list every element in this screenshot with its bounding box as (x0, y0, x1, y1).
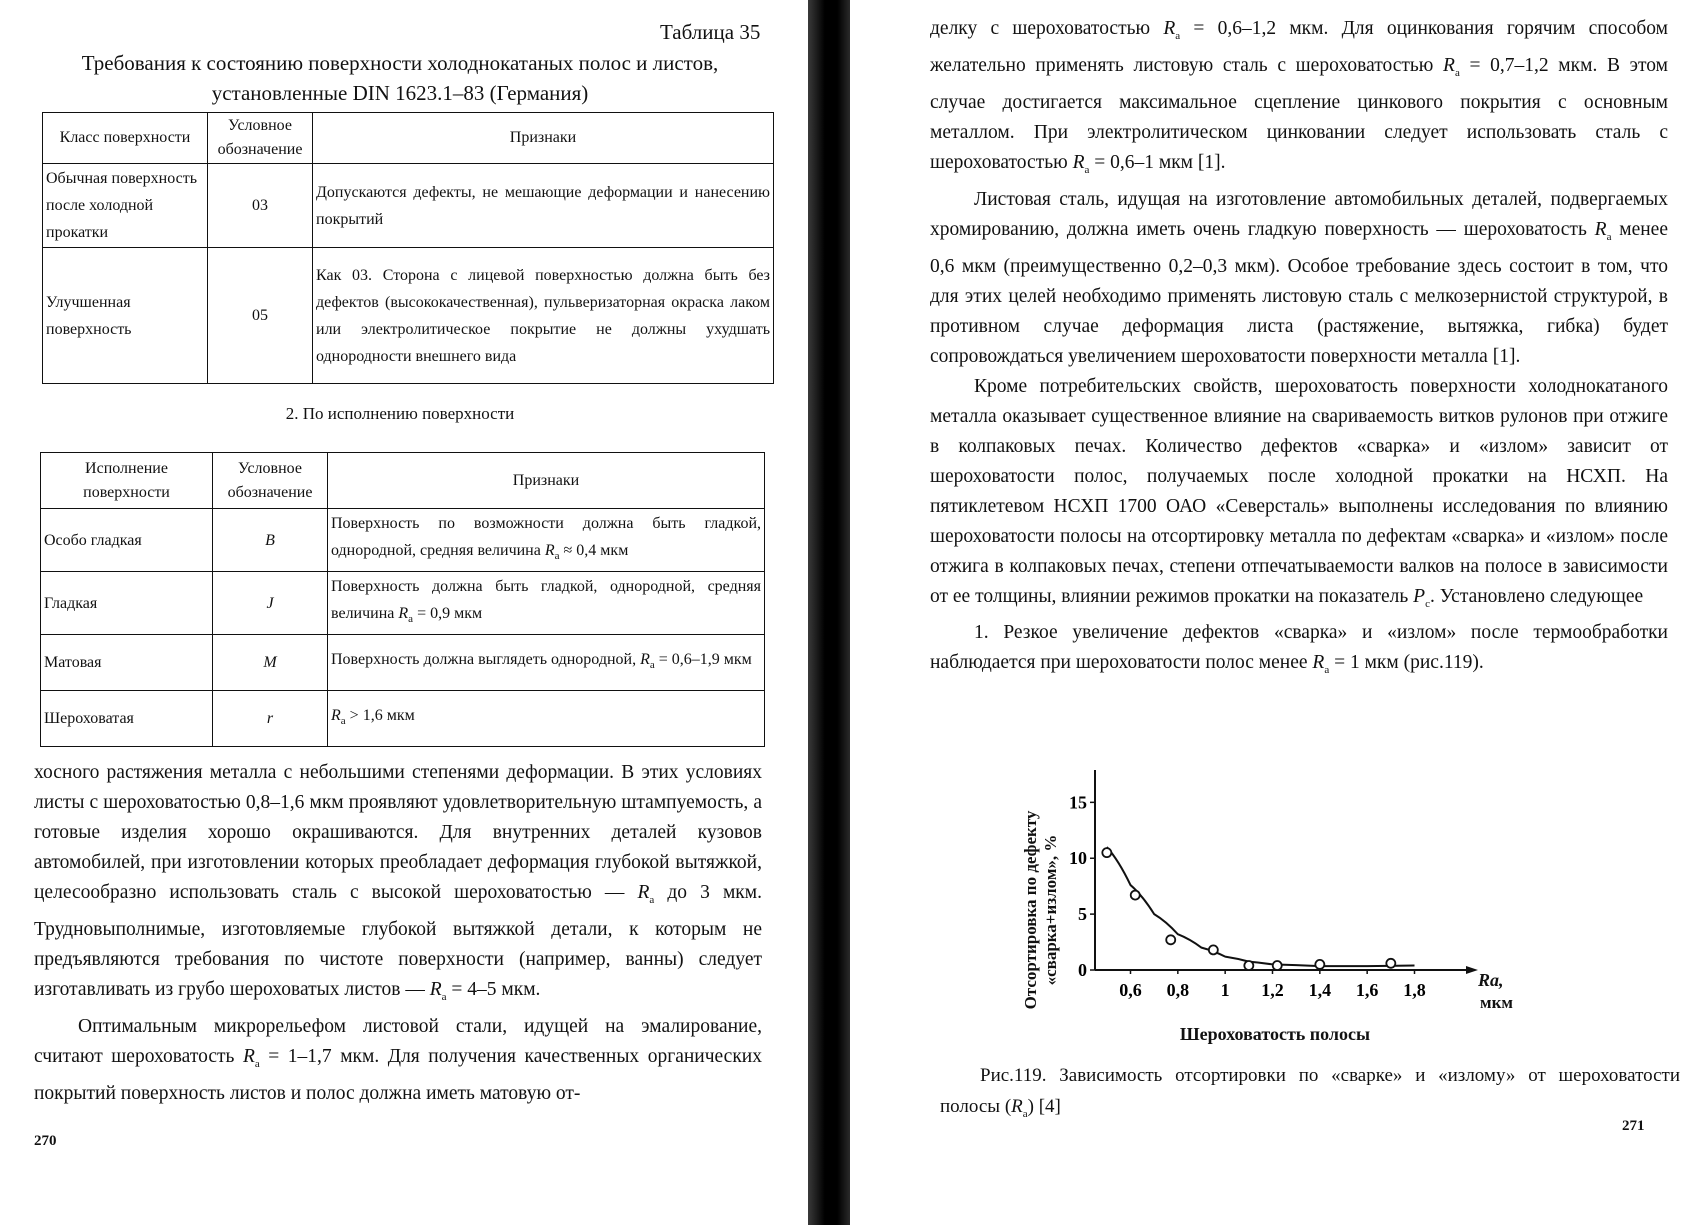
table-number: Таблица 35 (660, 20, 761, 44)
table-cell: Поверхность должна выглядеть однородной, $R_a = 0,6-1,9$ мкм (328, 635, 765, 691)
table-cell: Поверхность должна быть гладкой, однородной, средняя величина $R_a = 0,9$ мкм (328, 572, 765, 635)
table-cell: Особо гладкая (41, 509, 213, 572)
x-tick-label: 1,6 (1355, 980, 1379, 1000)
table-header-cell: Условное обозначение (213, 453, 328, 509)
data-point (1273, 961, 1282, 970)
y-axis-label-line1: Отсортировка по дефекту (1021, 810, 1040, 1010)
table-row (43, 164, 774, 248)
paragraph: Оптимальным микрорельефом листовой стали, идущей на эмалирование, считают шероховатость $R_a = 1-1,7$ мкм. Для получения качественных органических покрытий поверхность листов и полос должна иметь матовую от- (34, 1015, 762, 1104)
page-number-right: 271 (1622, 1118, 1645, 1134)
y-axis-label-line2: «сварка+излом», % (1041, 834, 1060, 986)
table-header-cell: Условное обозначение (208, 113, 313, 164)
table-cell: J (213, 572, 328, 635)
table-surface-finish (40, 452, 765, 747)
x-tick-label: 1,4 (1308, 980, 1332, 1000)
paragraph: 1. Резкое увеличение дефектов «сварка» и «излом» после термообработки наблюдается при шероховатости полос менее $R_a = 1$ мкм (рис.119). (930, 622, 1668, 677)
left-page (0, 0, 808, 1225)
table-cell: Шероховатая (41, 691, 213, 747)
chart-plot-area (1069, 770, 1478, 1000)
x-axis-unit-line2: мкм (1480, 993, 1513, 1012)
table-cell: Допускаются дефекты, не мешающие деформации и нанесению покрытий (313, 164, 774, 248)
paragraph: хосного растяжения металла с небольшими степенями деформации. В этих условиях листы с шероховатостью 0,8–1,6 мкм проявляют удовлетворительную штампуемость, а готовые изделия хорошо окрашиваются. Для внутренних деталей кузовов автомобилей, при изготовлении которых преобладает деформация глубокой вытяжкой, целесообразно использовать сталь с высокой шероховатостью — $R_a$ до 3 мкм. Трудновыполнимые, изготовляемые глубокой вытяжкой детали, к которым не предъявляются требования по чистоте поверхности (например, ванны) следует изготавливать из грубо шероховатых листов — $R_a = 4-5$ мкм. (34, 762, 762, 1003)
table-cell: B (213, 509, 328, 572)
table-row (41, 691, 765, 747)
data-point (1386, 959, 1395, 968)
data-point (1131, 891, 1140, 900)
y-tick-label: 10 (1069, 848, 1087, 869)
data-point (1166, 935, 1175, 944)
x-axis-unit-line1: Ra, (1478, 970, 1504, 990)
body-text-right (930, 14, 1668, 685)
page-number-left: 270 (34, 1133, 57, 1149)
x-tick-label: 0,8 (1166, 980, 1190, 1000)
fit-curve (1107, 847, 1415, 966)
table-header-cell: Класс поверхности (43, 113, 208, 164)
table-cell: r (213, 691, 328, 747)
table-cell: Матовая (41, 635, 213, 691)
table-cell: $R_a > 1,6$ мкм (328, 691, 765, 747)
table-cell: 05 (208, 248, 313, 384)
table-header-cell: Признаки (313, 113, 774, 164)
x-axis-label: Шероховатость полосы (1179, 1024, 1371, 1044)
table-row (41, 635, 765, 691)
roughness-rejection-chart (1010, 760, 1530, 1050)
table-cell: Поверхность по возможности должна быть гладкой, однородной, средняя величина $R_a \approx 0,4$ мкм (328, 509, 765, 572)
table-cell: M (213, 635, 328, 691)
x-tick-label: 1 (1220, 980, 1230, 1000)
x-tick-label: 1,8 (1403, 980, 1426, 1000)
table-title: Требования к состоянию поверхности холоднокатаных полос и листов, установленные DIN 1623.1–83 (Германия) (81, 51, 719, 105)
table-cell: 03 (208, 164, 313, 248)
data-point (1209, 945, 1218, 954)
x-tick-label: 1,2 (1261, 980, 1284, 1000)
table-surface-class (42, 112, 774, 384)
table-cell: Обычная поверхность после холодной прокатки (43, 164, 208, 248)
book-gutter (808, 0, 850, 1225)
paragraph: Листовая сталь, идущая на изготовление автомобильных деталей, подвергаемых хромированию, должна иметь очень гладкую поверхность — шероховатость $R_a$ менее 0,6 мкм (преимущественно 0,2–0,3 мкм). Особое требование здесь состоит в том, что для этих целей необходимо применять листовую сталь с мелкозернистой структурой, в противном случае деформация листа (растяжение, вытяжка, гибка) будет сопровождаться увеличением шероховатости поверхности металла [1]. (930, 188, 1668, 367)
body-text-left (34, 758, 762, 1109)
x-tick-label: 0,6 (1119, 980, 1142, 1000)
table-header-cell: Исполнение поверхности (41, 453, 213, 509)
x-axis-arrow (1466, 966, 1478, 974)
table-row (41, 509, 765, 572)
y-tick-label: 0 (1078, 960, 1087, 980)
table-cell: Как 03. Сторона с лицевой поверхностью должна быть без дефектов (высококачественная), пульверизаторная окраска лаком или электролитическое покрытие не должны ухудшать однородности внешнего вида (313, 248, 774, 384)
table-row (43, 248, 774, 384)
paragraph: Кроме потребительских свойств, шероховатость поверхности холоднокатаного металла оказывает существенное влияние на свариваемость витков рулонов при отжиге в колпаковых печах. Количество дефектов «сварка» и «излом» зависит от шероховатости полос, получаемых после холодной прокатки на НСХП. На пятиклетевом НСХП 1700 ОАО «Северсталь» выполнены исследования по влиянию шероховатости полосы на отсортировку металла по дефектам «сварка» и «излом» после отжига в колпаковых печах, степени отпечатываемости валков на полосе в зависимости от ее толщины, влиянии режимов прокатки на показатель $P_c$. Установлено следующее (930, 375, 1668, 610)
data-point (1244, 961, 1253, 970)
y-tick-label: 5 (1078, 904, 1087, 925)
table-row (41, 572, 765, 635)
paragraph: делку с шероховатостью $R_a = 0,6-1,2$ мкм. Для оцинкования горячим способом желательно применять листовую сталь с шероховатостью $R_a = 0,7-1,2$ мкм. В этом случае достигается максимальное сцепление цинкового покрытия с основным металлом. При электролитическом цинковании следует использовать сталь с шероховатостью $R_a = 0,6-1$ мкм [1]. (930, 18, 1668, 176)
table2-caption: 2. По исполнению поверхности (285, 404, 515, 423)
data-point (1102, 848, 1111, 857)
data-point (1315, 960, 1324, 969)
y-tick-label: 15 (1069, 792, 1087, 813)
right-page (850, 0, 1684, 1225)
table-cell: Улучшенная поверхность (43, 248, 208, 384)
figure-caption: Рис.119. Зависимость отсортировки по «сварке» и «излому» от шероховатости полосы $(R_a)$ [4] (940, 1065, 1680, 1120)
table-header-cell: Признаки (328, 453, 765, 509)
table-cell: Гладкая (41, 572, 213, 635)
